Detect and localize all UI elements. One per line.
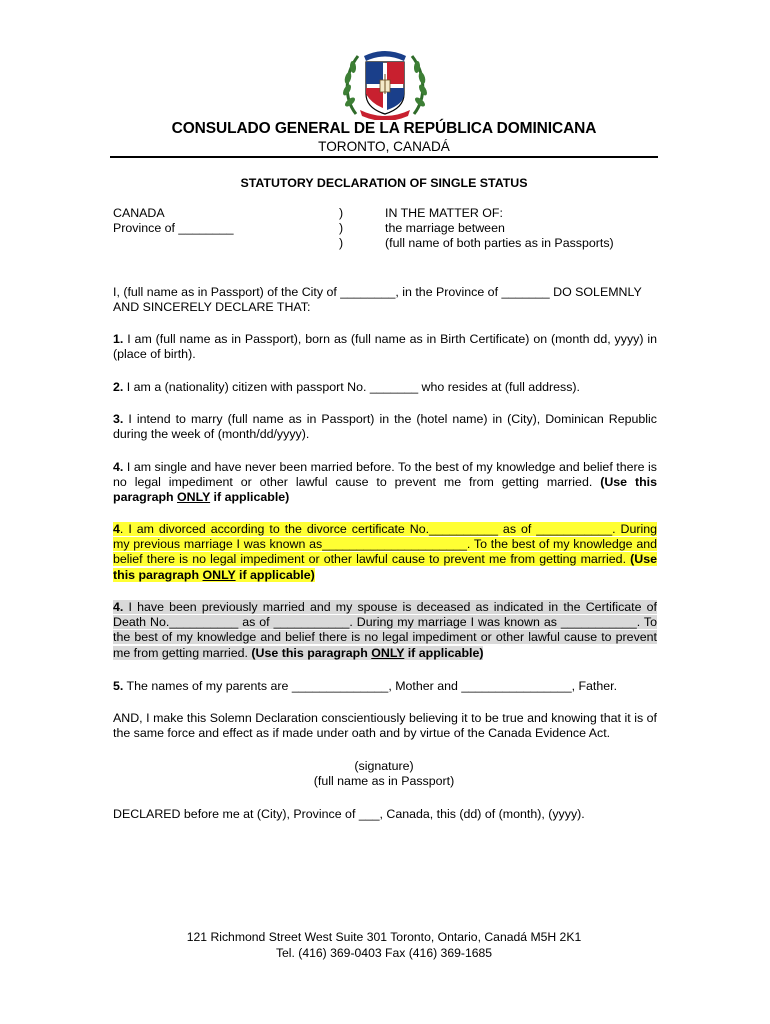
coat-of-arms-icon bbox=[336, 44, 434, 120]
signature-label: (signature) bbox=[354, 759, 414, 773]
paragraph-text: I am single and have never been married before. To the best of my knowledge and belief there is no legal impediment or other lawful cause to prevent me from getting married. bbox=[113, 460, 657, 490]
footer-address: 121 Richmond Street West Suite 301 Toronto, Ontario, Canadá M5H 2K1 bbox=[186, 930, 582, 944]
paragraph-5 bbox=[113, 679, 657, 694]
paragraph-number: 3. bbox=[113, 412, 124, 426]
footer-phone: Tel. (416) 369-0403 Fax (416) 369-1685 bbox=[275, 946, 493, 960]
paragraph-text: I have been previously married and my spouse is deceased as indicated in the Certificate of Death No.__________ as of ___________. During my marriage I was known as ___________. To the best of my knowledge and belief there is no legal impediment or other lawful cause to prevent me from getting married. bbox=[113, 600, 657, 660]
paragraph-number: 4 bbox=[113, 522, 120, 536]
intro-line: I, (full name as in Passport) of the City of ________, in the Province of _______ DO SOLEMNLY bbox=[113, 285, 642, 299]
paragraph-number: 4. bbox=[113, 460, 124, 474]
paragraph-4-divorced bbox=[113, 522, 657, 583]
paragraph-4-single bbox=[113, 460, 657, 506]
paragraph-3 bbox=[113, 412, 657, 442]
paragraph-number: 4. bbox=[113, 600, 124, 614]
paragraph-1 bbox=[113, 332, 657, 362]
paragraph-text: The names of my parents are ______________, Mother and ________________, Father. bbox=[123, 679, 618, 693]
paragraph-number: 5. bbox=[113, 679, 124, 693]
solemn-declaration: AND, I make this Solemn Declaration conscientiously believing it to be true and knowing that it is of the same force and effect as if made under oath and by virtue of the Canada Evidence Act. bbox=[113, 711, 657, 741]
paragraph-text: . I am divorced according to the divorce certificate No.__________ as of ___________. During my previous marriage I was known as_____________________. To the best of my knowledge and belief there is no legal impediment or other lawful cause to prevent me from getting married. bbox=[113, 522, 657, 567]
jurisdiction-country: CANADA bbox=[113, 206, 165, 220]
bracket: ) bbox=[339, 206, 344, 220]
paragraph-text: I am (full name as in Passport), born as (full name as in Birth Certificate) on (month dd, yyyy) in (place of birth). bbox=[113, 332, 657, 362]
usage-note: (Use this paragraph ONLY if applicable) bbox=[113, 475, 658, 505]
header-divider bbox=[110, 156, 658, 158]
bracket: ) bbox=[339, 221, 344, 235]
paragraph-number: 2. bbox=[113, 380, 124, 394]
paragraph-text: I intend to marry (full name as in Passport) in the (hotel name) in (City), Dominican Republic during the week of (month/dd/yyyy). bbox=[113, 412, 657, 442]
bracket: ) bbox=[339, 236, 344, 250]
paragraph-4-widowed bbox=[113, 600, 657, 661]
paragraph-number: 1. bbox=[113, 332, 124, 346]
consulate-heading: CONSULADO GENERAL DE LA REPÚBLICA DOMINICANA bbox=[171, 120, 597, 137]
usage-note: (Use this paragraph ONLY if applicable) bbox=[251, 645, 484, 660]
declared-before: DECLARED before me at (City), Province of ___, Canada, this (dd) of (month), (yyyy). bbox=[113, 807, 585, 821]
paragraph-2 bbox=[113, 380, 657, 395]
document-title: STATUTORY DECLARATION OF SINGLE STATUS bbox=[240, 176, 528, 190]
usage-note: (Use this paragraph ONLY if applicable) bbox=[113, 552, 657, 582]
signature-name: (full name as in Passport) bbox=[313, 774, 455, 788]
paragraph-text: I am a (nationality) citizen with passport No. _______ who resides at (full address). bbox=[123, 380, 580, 394]
intro-line: AND SINCERELY DECLARE THAT: bbox=[113, 300, 311, 314]
matter-line: the marriage between bbox=[385, 221, 505, 235]
consulate-city: TORONTO, CANADÁ bbox=[318, 139, 450, 154]
matter-line: (full name of both parties as in Passports) bbox=[385, 236, 614, 250]
jurisdiction-province: Province of ________ bbox=[113, 221, 234, 235]
matter-line: IN THE MATTER OF: bbox=[385, 206, 503, 220]
